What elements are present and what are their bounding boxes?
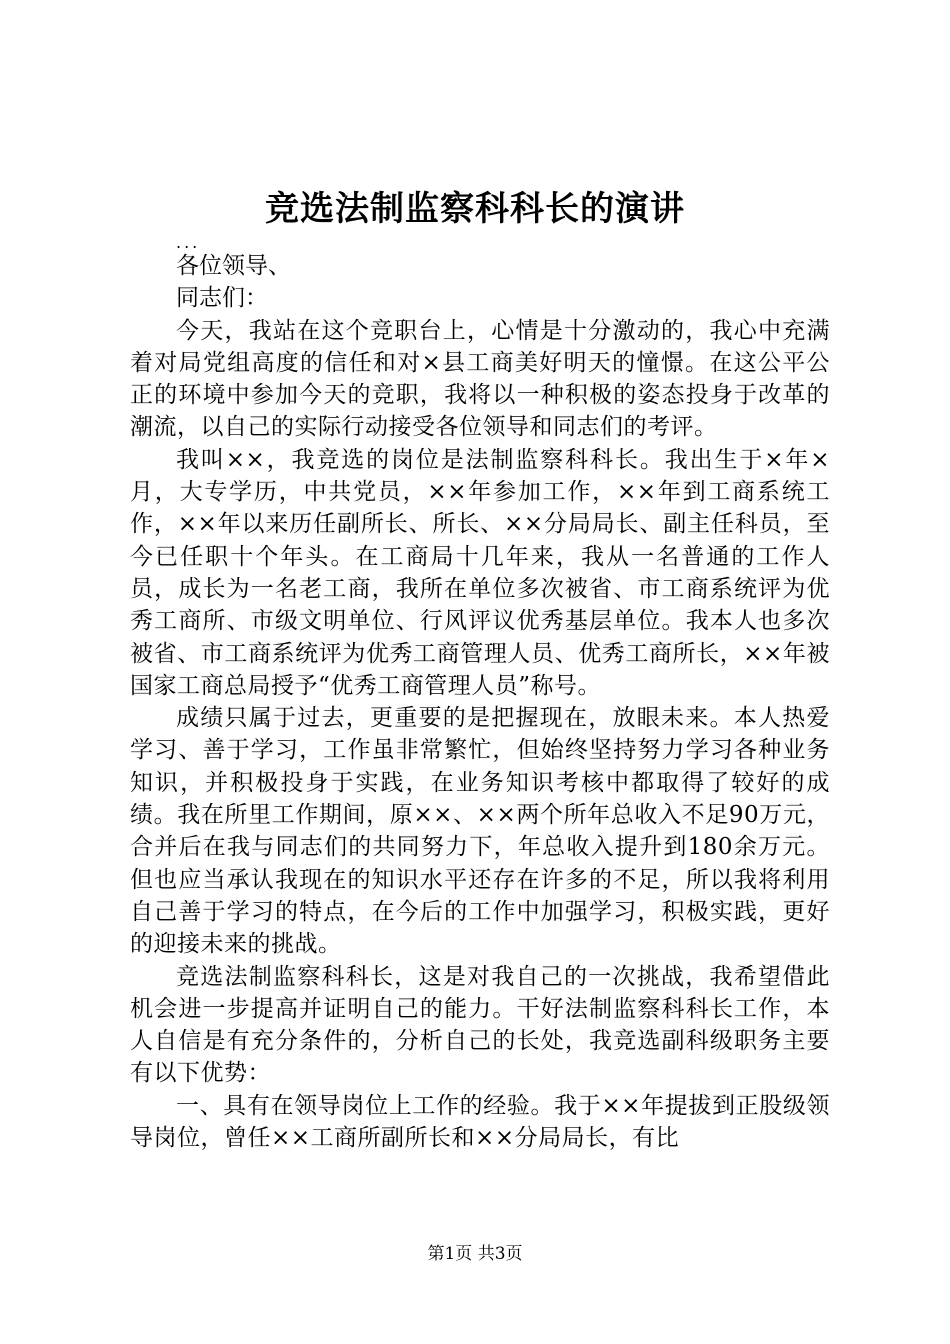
salutation-leaders: 各位领导、 bbox=[176, 253, 291, 279]
salutation-comrades: 同志们： bbox=[176, 285, 268, 312]
ellipsis-mark: ... bbox=[176, 233, 201, 252]
page-number-footer: 第1页 共3页 bbox=[427, 1244, 523, 1264]
document-title: 竞选法制监察科科长的演讲 bbox=[265, 189, 685, 229]
paragraph-advantage-one: 一、具有在领导岗位上工作的经验。我于××年提拔到正股级领导岗位，曾任××工商所副所长和××分局局长，有比 bbox=[130, 1092, 830, 1152]
paragraph-motivation: 竞选法制监察科科长，这是对我自己的一次挑战，我希望借此机会进一步提高并证明自己的能力。干好法制监察科科长工作，本人自信是有充分条件的，分析自己的长处，我竞选副科级职务主要有以下优势： bbox=[130, 963, 830, 1087]
paragraph-opening: 今天，我站在这个竞职台上，心情是十分激动的，我心中充满着对局党组高度的信任和对×县工商美好明天的憧憬。在这公平公正的环境中参加今天的竞职，我将以一种积极的姿态投身于改革的潮流，以自己的实际行动接受各位领导和同志们的考评。 bbox=[130, 317, 830, 441]
paragraph-achievements: 成绩只属于过去，更重要的是把握现在，放眼未来。本人热爱学习、善于学习，工作虽非常繁忙，但始终坚持努力学习各种业务知识，并积极投身于实践，在业务知识考核中都取得了较好的成绩。我在所里工作期间，原××、××两个所年总收入不足90万元，合并后在我与同志们的共同努力下，年总收入提升到180余万元。但也应当承认我现在的知识水平还存在许多的不足，所以我将利用自己善于学习的特点，在今后的工作中加强学习，积极实践，更好的迎接未来的挑战。 bbox=[130, 705, 830, 958]
document-body bbox=[130, 233, 830, 1154]
paragraph-self-introduction: 我叫××，我竞选的岗位是法制监察科科长。我出生于×年×月，大专学历，中共党员，××年参加工作，××年到工商系统工作，××年以来历任副所长、所长、××分局局长、副主任科员，至今已任职十个年头。在工商局十几年来，我从一名普通的工作人员，成长为一名老工商，我所在单位多次被省、市工商系统评为优秀工商所、市级文明单位、行风评议优秀基层单位。我本人也多次被省、市工商系统评为优秀工商管理人员、优秀工商所长，××年被国家工商总局授予“优秀工商管理人员”称号。 bbox=[130, 446, 830, 699]
